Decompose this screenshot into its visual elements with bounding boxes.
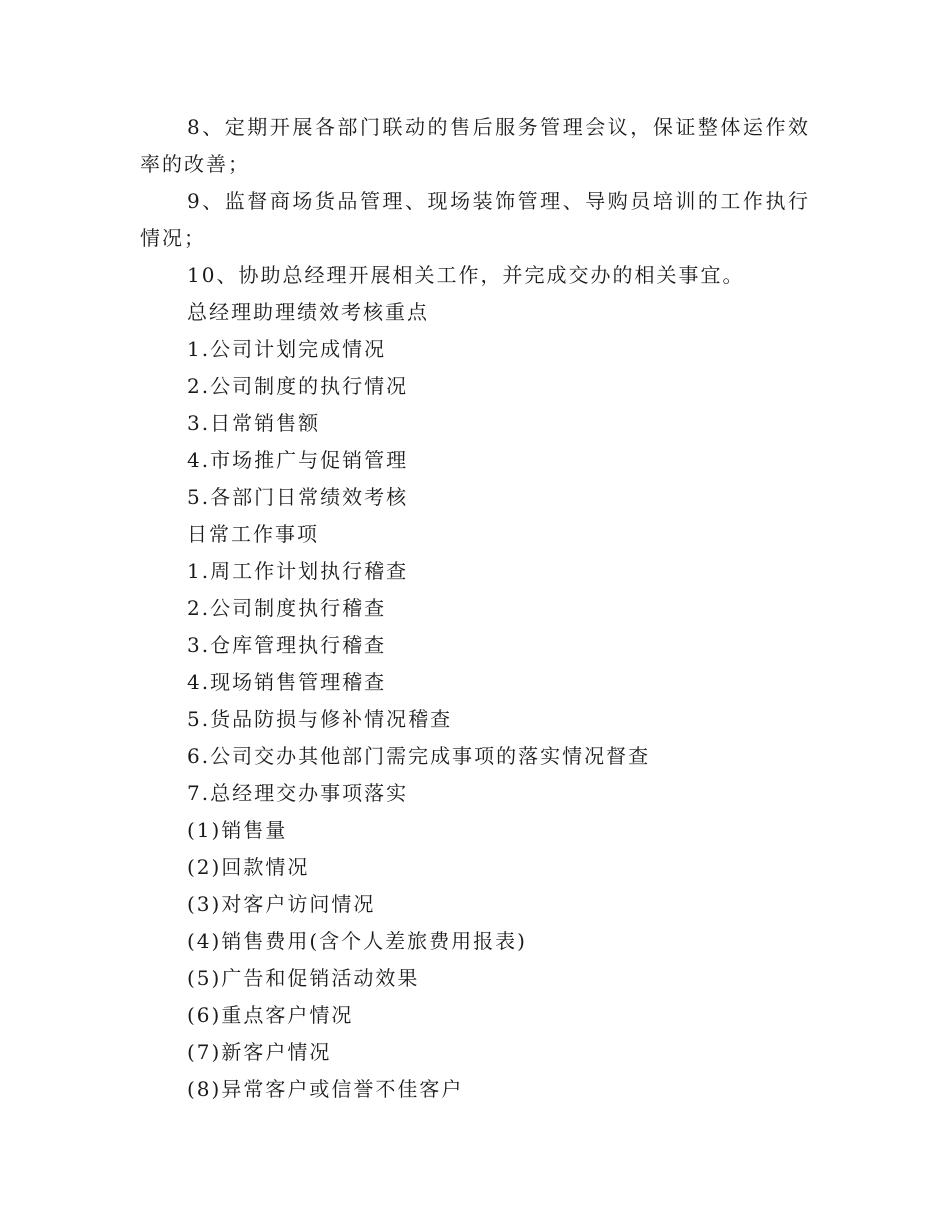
list-item: 5.货品防损与修补情况稽查 — [187, 707, 453, 731]
list-item: 6.公司交办其他部门需完成事项的落实情况督查 — [187, 744, 651, 768]
paragraph: 10、协助总经理开展相关工作，并完成交办的相关事宜。 — [187, 263, 745, 287]
document-body — [140, 109, 810, 1108]
sub-list-item: (5)广告和促销活动效果 — [187, 966, 420, 990]
list-item: 4.市场推广与促销管理 — [187, 448, 409, 472]
paragraph: 9、监督商场货品管理、现场装饰管理、导购员培训的工作执行情况； — [140, 189, 810, 250]
sub-list-item: (3)对客户访问情况 — [187, 892, 376, 916]
sub-list-item: (6)重点客户情况 — [187, 1003, 354, 1027]
list-item: 3.仓库管理执行稽查 — [187, 633, 387, 657]
sub-list-item: (2)回款情况 — [187, 855, 310, 879]
sub-list-item: (4)销售费用(含个人差旅费用报表) — [187, 929, 527, 953]
sub-list-item: (7)新客户情况 — [187, 1040, 332, 1064]
section-heading-kpi: 总经理助理绩效考核重点 — [187, 300, 429, 324]
list-item: 2.公司制度的执行情况 — [187, 374, 409, 398]
list-item: 3.日常销售额 — [187, 411, 321, 435]
list-item: 4.现场销售管理稽查 — [187, 670, 387, 694]
list-item: 2.公司制度执行稽查 — [187, 596, 387, 620]
section-heading-daily: 日常工作事项 — [187, 522, 319, 546]
list-item: 1.周工作计划执行稽查 — [187, 559, 409, 583]
list-item: 7.总经理交办事项落实 — [187, 781, 409, 805]
list-item: 1.公司计划完成情况 — [187, 337, 387, 361]
paragraph: 8、定期开展各部门联动的售后服务管理会议，保证整体运作效率的改善； — [140, 115, 810, 176]
list-item: 5.各部门日常绩效考核 — [187, 485, 409, 509]
sub-list-item: (1)销售量 — [187, 818, 288, 842]
sub-list-item: (8)异常客户或信誉不佳客户 — [187, 1077, 464, 1101]
